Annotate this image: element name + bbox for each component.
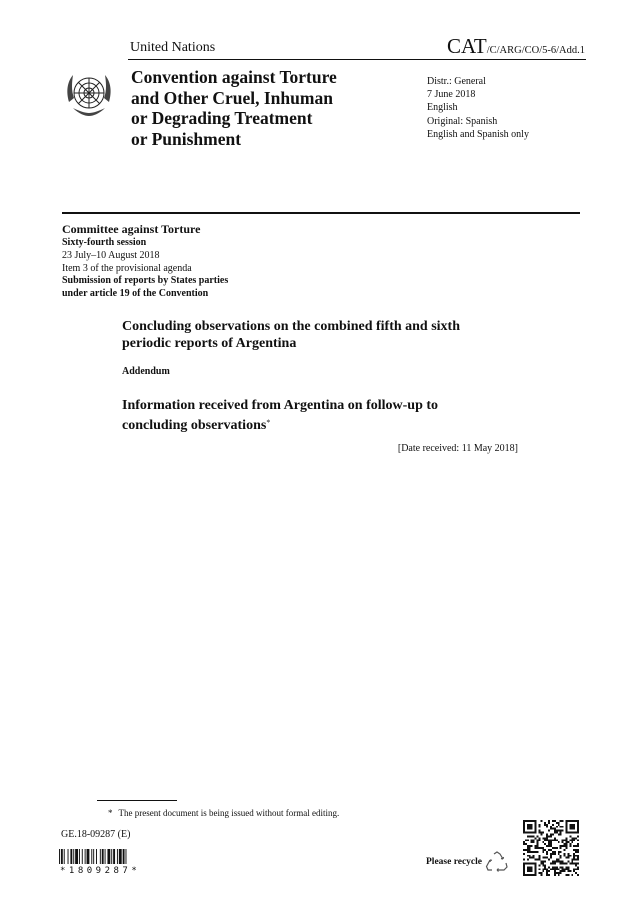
session-dates: 23 July–10 August 2018 (62, 249, 160, 261)
date-received: [Date received: 11 May 2018] (397, 443, 518, 454)
committee-name: Committee against Torture (62, 222, 201, 236)
issue-date: 7 June 2018 (427, 89, 476, 101)
footnote-text: The present document is being issued without formal editing. (118, 808, 340, 818)
session-name: Sixty-fourth session (62, 237, 147, 248)
convention-title-line: or Punishment (131, 128, 242, 149)
qr-code (523, 820, 579, 876)
convention-title-line: Convention against Torture (131, 67, 337, 87)
document-title-line: periodic reports of Argentina (122, 336, 297, 351)
committee-block (62, 222, 228, 301)
agenda-title-line: Submission of reports by States parties (62, 275, 229, 287)
agenda-item: Item 3 of the provisional agenda (62, 262, 192, 274)
un-emblem-icon (63, 68, 115, 120)
footnote-marker: * (108, 808, 113, 818)
footnote-rule (97, 800, 177, 801)
distribution-line: Distr.: General (427, 76, 486, 87)
language-line: English (427, 102, 458, 114)
subtitle-line: Information received from Argentina on follow-up to (122, 398, 439, 413)
org-name: United Nations (130, 40, 216, 55)
distribution-block (427, 75, 529, 141)
please-recycle-label: Please recycle (426, 857, 482, 867)
document-title-line: Concluding observations on the combined fifth and sixth (122, 319, 461, 334)
subtitle-line: concluding observations (122, 418, 267, 433)
subtitle (122, 397, 542, 434)
job-number: GE.18-09287 (E) (61, 829, 131, 840)
section-divider (62, 212, 580, 214)
original-language: Original: Spanish (427, 115, 498, 127)
document-symbol (447, 34, 585, 59)
document-title (122, 318, 542, 352)
footnote (108, 808, 339, 818)
symbol-reference: /C/ARG/CO/5-6/Add.1 (486, 45, 585, 56)
header-rule (128, 59, 586, 60)
barcode-text: *1809287* (60, 866, 141, 876)
convention-title-line: and Other Cruel, Inhuman (131, 87, 333, 108)
recycle-icon (485, 851, 509, 873)
footnote-reference[interactable]: * (266, 418, 271, 427)
symbol-prefix: CAT (447, 34, 487, 58)
agenda-title-line: under article 19 of the Convention (62, 288, 209, 300)
addendum-label: Addendum (122, 366, 170, 377)
convention-title-line: or Degrading Treatment (131, 108, 313, 128)
languages-available: English and Spanish only (427, 128, 529, 140)
convention-title (131, 67, 401, 149)
